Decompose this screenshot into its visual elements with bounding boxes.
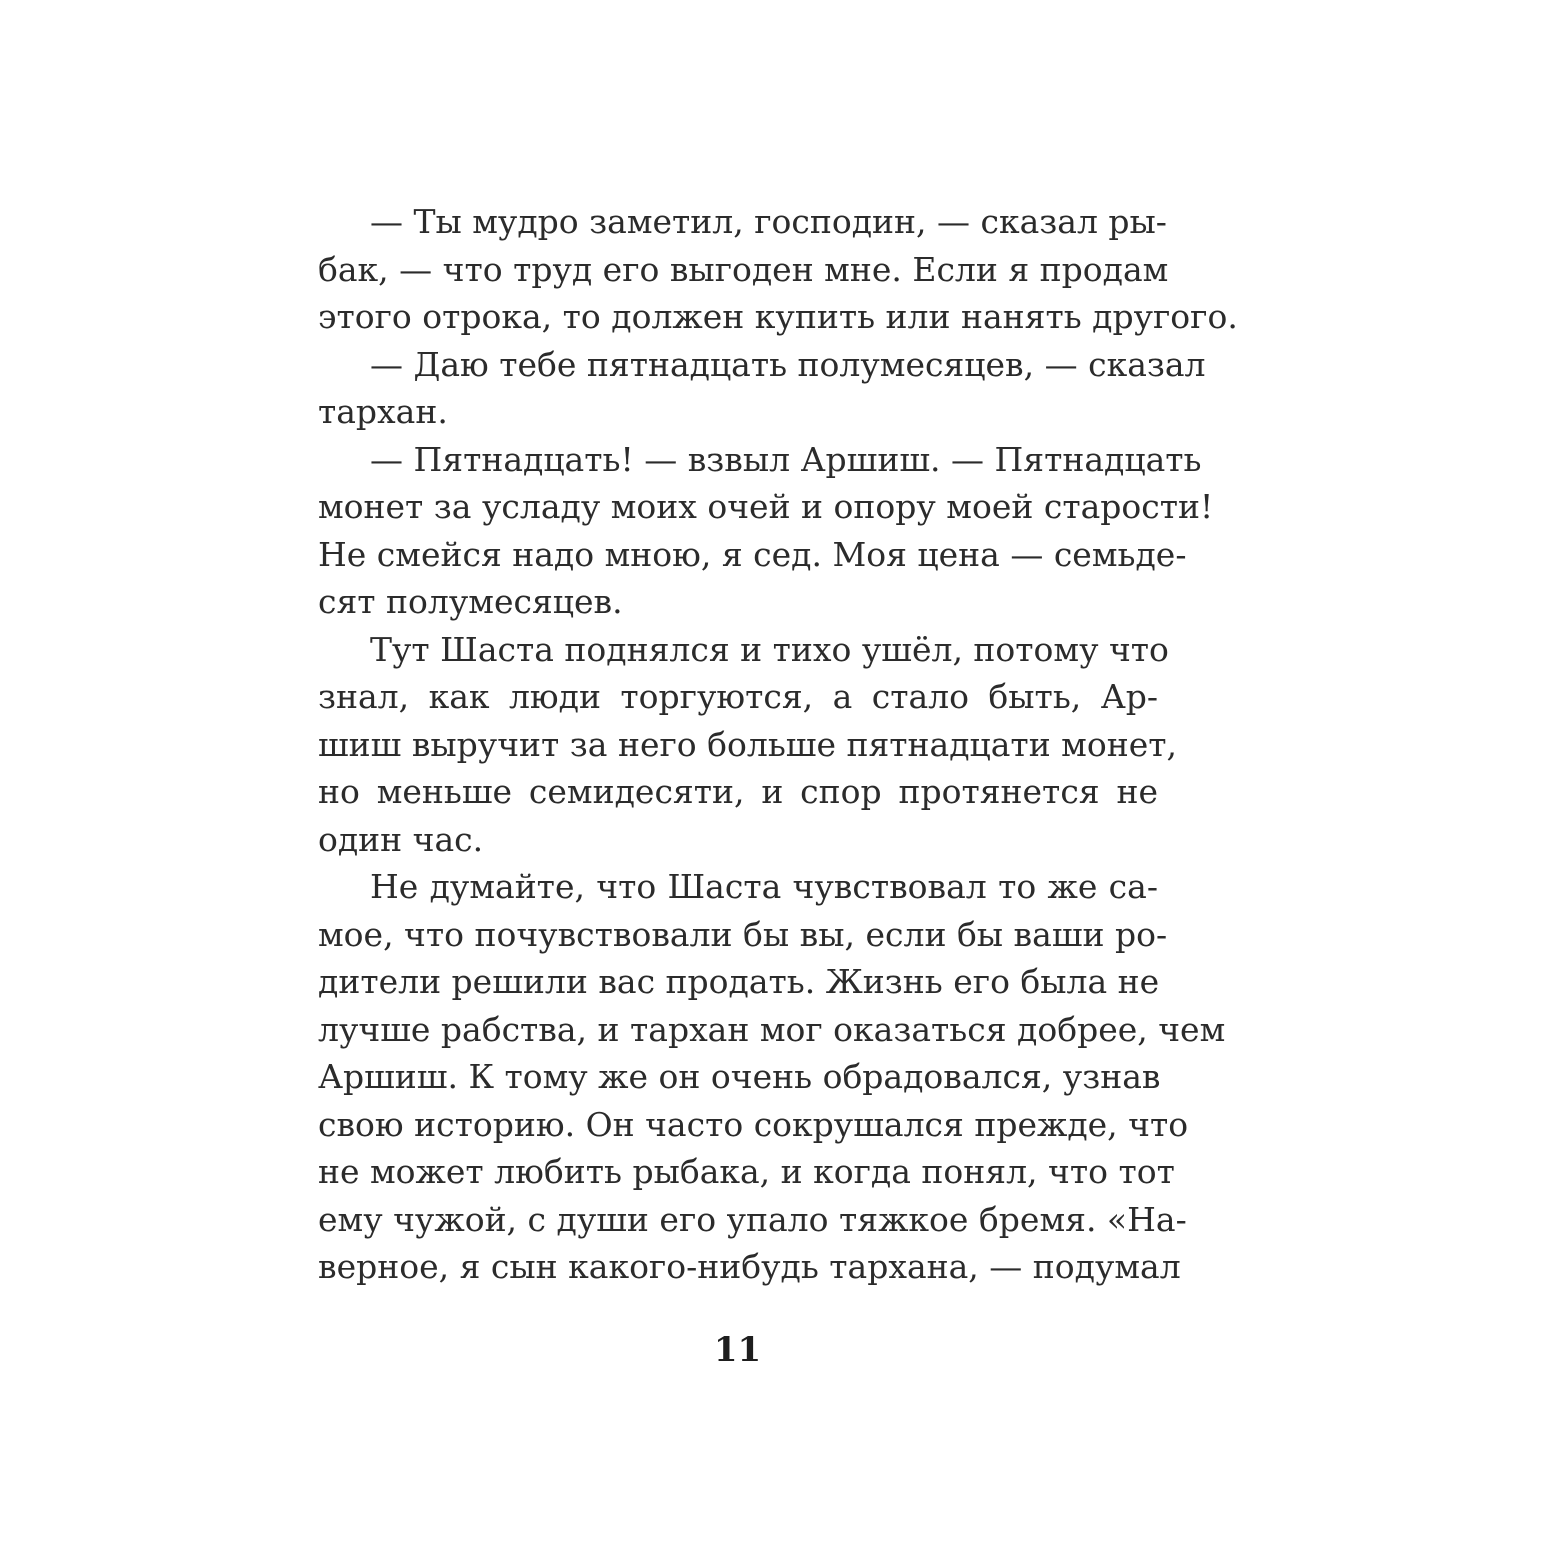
text-line: Аршиш. К тому же он очень обрадовался, узнав (318, 1057, 1161, 1096)
text-line: бак, — что труд его выгоден мне. Если я продам (318, 249, 1169, 289)
text-line: этого отрока, то должен купить или нанять другого. (318, 297, 1238, 336)
text-line: не может любить рыбака, и когда понял, что тот (318, 1152, 1175, 1191)
text-line: свою историю. Он часто сокрушался прежде, что (318, 1104, 1189, 1144)
text-line: сят полумесяцев. (318, 582, 623, 621)
text-line: знал, как люди торгуются, а стало быть, Ар- (318, 677, 1158, 716)
text-line: но меньше семидесяти, и спор протянется не (318, 772, 1158, 811)
text-line: ему чужой, с души его упало тяжкое бремя. «На- (318, 1199, 1187, 1239)
text-line: мое, что почувствовали бы вы, если бы ваши ро- (318, 914, 1168, 954)
text-line: дители решили вас продать. Жизнь его была не (318, 962, 1160, 1001)
text-line: Не думайте, что Шаста чувствовал то же са- (370, 867, 1158, 906)
body-text (318, 198, 1238, 1291)
text-line: — Ты мудро заметил, господин, — сказал ры- (370, 202, 1167, 241)
text-line: шиш выручит за него больше пятнадцати монет, (318, 724, 1177, 764)
text-line: лучше рабства, и тархан мог оказаться добрее, чем (318, 1009, 1226, 1049)
page-number: 11 (713, 1330, 762, 1370)
text-line: один час. (318, 819, 484, 859)
text-line: Не смейся надо мною, я сед. Моя цена — семьде- (318, 534, 1187, 574)
text-line: верное, я сын какого-нибудь тархана, — подумал (318, 1247, 1181, 1286)
text-line: Тут Шаста поднялся и тихо ушёл, потому что (370, 629, 1169, 669)
text-line: — Даю тебе пятнадцать полумесяцев, — сказал (370, 344, 1206, 384)
text-line: — Пятнадцать! — взвыл Аршиш. — Пятнадцать (370, 439, 1202, 479)
text-line: монет за усладу моих очей и опору моей старости! (318, 487, 1214, 526)
text-line: тархан. (318, 392, 448, 431)
